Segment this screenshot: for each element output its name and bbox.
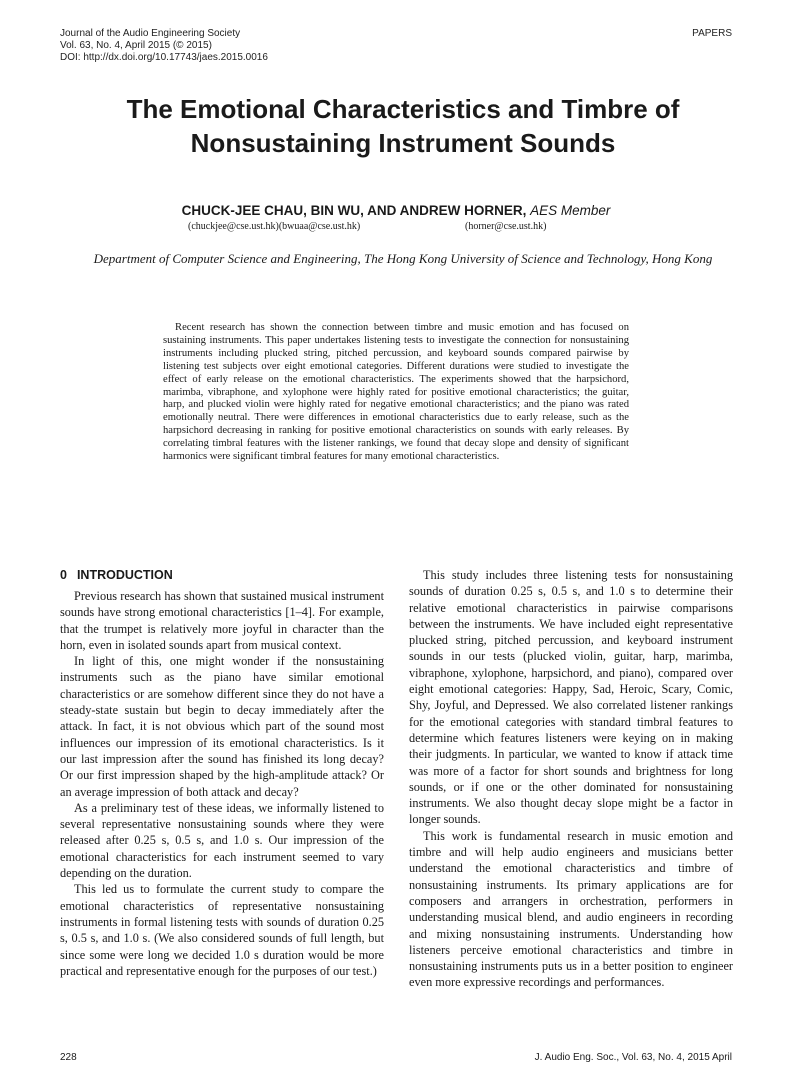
paragraph: This led us to formulate the current study to compare the emotional characteristics of representative nonsustaining instruments in formal listening tests with sounds of duration 0.25 s, 0.5 s, and 1.0 s. (We also considered sounds of full length, but since some were long we decided 1.0 s duration would be more practical and representative enough for the purposes of our test.) <box>60 882 384 978</box>
author-emails-1[interactable]: (chuckjee@cse.ust.hk)(bwuaa@cse.ust.hk) <box>188 221 361 232</box>
paragraph: Previous research has shown that sustained musical instrument sounds have strong emotional characteristics [1–4]. For example, that the trumpet is relatively more joyful in character than the horn, even in isolated sounds apart from musical context. <box>60 589 384 652</box>
author-membership: AES Member <box>530 203 611 218</box>
doi-link[interactable]: DOI: http://dx.doi.org/10.17743/jaes.2015.0016 <box>60 52 268 63</box>
journal-header <box>60 28 268 64</box>
affiliation: Department of Computer Science and Engineering, The Hong Kong University of Science and Technology, Hong Kong <box>93 251 713 266</box>
paragraph: In light of this, one might wonder if the nonsustaining instruments such as the piano have similar emotional characteristics or are somehow different since they do not have a steady-state sustain but begin to decay immediately after the attack. In fact, it is not obvious which part of the sound most influences our impression of its emotional characteristics. Is it our last impression after the sound has finished its long decay? Or our first impression shaped by the high-amplitude attack? Or an average impression of both attack and decay? <box>60 654 384 799</box>
title-line-1: The Emotional Characteristics and Timbre of <box>126 94 680 124</box>
author-names: CHUCK-JEE CHAU, BIN WU, AND ANDREW HORNER, <box>181 203 527 218</box>
journal-name: Journal of the Audio Engineering Society <box>60 28 241 39</box>
page-number: 228 <box>60 1052 77 1063</box>
paper-title <box>40 92 766 160</box>
section-title: INTRODUCTION <box>76 568 173 582</box>
author-emails-2[interactable]: (horner@cse.ust.hk) <box>465 221 547 232</box>
abstract: Recent research has shown the connection between timbre and music emotion and has focused on sustaining instruments. This paper undertakes listening tests to investigate the connection for nonsustaining instruments including plucked string, pitched percussion, and keyboard sounds compared pairwise by listening test subjects over eight emotional categories. Different durations were studied to investigate the effect of early release on the emotional characteristics. The experiments showed that the harpsichord, marimba, vibraphone, and xylophone were highly rated for positive emotional characteristics; the guitar, harp, and plucked violin were highly rated for negative emotional characteristics; and the piano was rated emotionally neutral. There were differences in emotional characteristics due to early release, such as the harpsichord decreasing in ranking for positive emotional characteristics on sounds with early releases. By correlating timbral features with the listener rankings, we found that decay slope and density of significant harmonics were significant timbral features for many emotional characteristics. <box>163 322 629 463</box>
author-line <box>0 203 792 219</box>
right-column <box>409 567 733 991</box>
paragraph: As a preliminary test of these ideas, we informally listened to several representative nonsustaining sounds where they were released after 0.25 s, 0.5 s, and 1.0 s. Our impression of the emotional characteristics for each instrument seemed to vary depending on the duration. <box>60 800 384 881</box>
footer-citation: J. Audio Eng. Soc., Vol. 63, No. 4, 2015 April <box>534 1052 732 1063</box>
journal-volume: Vol. 63, No. 4, April 2015 (© 2015) <box>60 40 212 51</box>
paragraph: This work is fundamental research in music emotion and timbre and will help audio engineers and musicians better understand the emotional characteristics and timbre of nonsustaining instruments. Its primary applications are for composers and arrangers in orchestration, performers in understanding musical blend, and audio engineers in recording and mixing nonsustaining instruments. Understanding how listeners perceive emotional characteristics and timbre in nonsustaining instruments puts us in a better position to engineer even more expressive recordings and performances. <box>409 828 733 990</box>
title-line-2: Nonsustaining Instrument Sounds <box>190 128 616 158</box>
paragraph: This study includes three listening tests for nonsustaining sounds of duration 0.25 s, 0.5 s, and 1.0 s to determine their relative emotional characteristics in pairwise comparisons between the instruments. We have included eight representative plucked string, pitched percussion, and keyboard instrument sounds in our tests (plucked violin, guitar, harp, marimba, vibraphone, xylophone, harpsichord, and piano), compared over eight emotional categories: Happy, Sad, Heroic, Scary, Comic, Shy, Joyful, and Depressed. We also correlated listener rankings for the emotional categories with standard timbral features to determine which features listeners were keying on in making their judgments. In particular, we wanted to know if attack time was more of a factor for short sounds and brightness for long sounds, or if one or the other dominated for nonsustaining instruments. We also thought decay slope might be a factor in longer sounds. <box>409 568 733 827</box>
section-label: PAPERS <box>692 28 732 39</box>
section-heading <box>60 567 173 583</box>
section-number: 0 <box>60 568 67 582</box>
left-column <box>60 588 384 979</box>
